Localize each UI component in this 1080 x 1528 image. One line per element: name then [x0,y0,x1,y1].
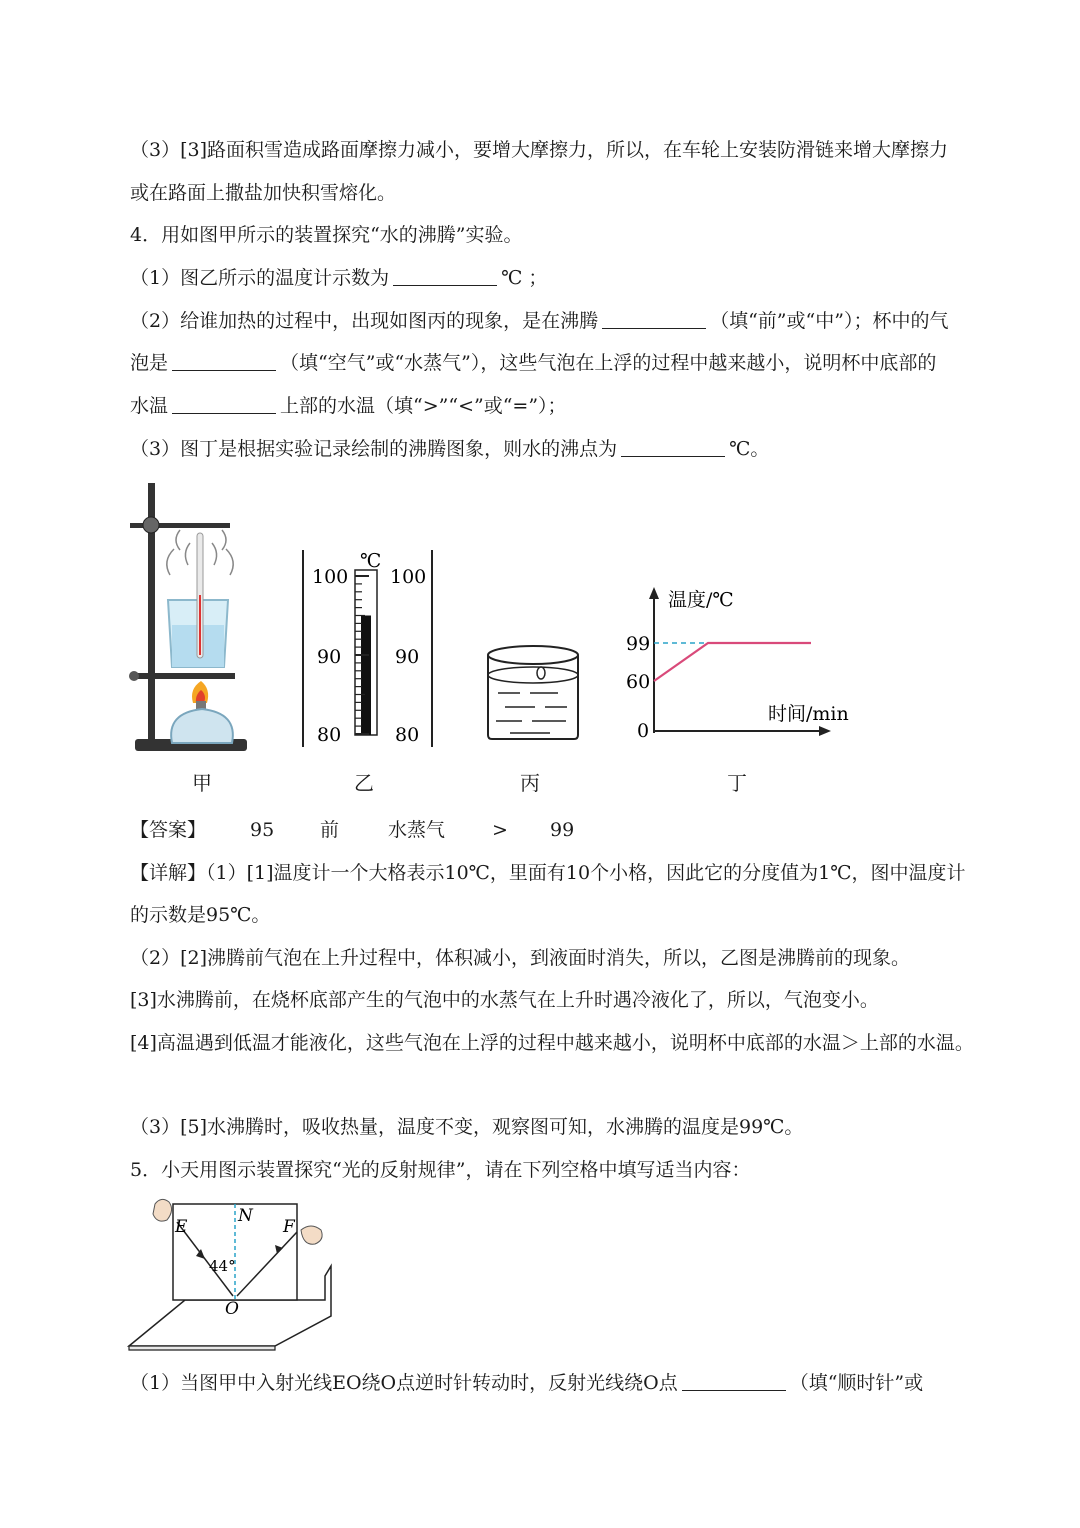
thermometer-tick-80-left: 80 [317,724,342,746]
explain-line1: 【详解】（1）[1]温度计一个大格表示10℃，里面有10个小格，因此它的分度值为1℃，图中温度计 [130,862,966,884]
thermometer-tick-90-right: 90 [395,646,420,668]
thermometer-unit: ℃ [360,550,382,572]
q5-label-angle: 44° [209,1257,236,1275]
answer-label: 【答案】 [130,819,207,841]
q5-sub1-blank[interactable] [682,1370,786,1391]
q4-sub2-blank3[interactable] [172,393,276,414]
q5-label-f: F [283,1217,295,1237]
answer-2: 前 [320,819,340,841]
q3-part3-line1: （3）[3]路面积雪造成路面摩擦力减小，要增大摩擦力，所以，在车轮上安装防滑链来增大摩擦力 [130,139,949,161]
caption-bing: 丙 [520,771,540,795]
thermometer-tick-80-right: 80 [395,724,420,746]
q4-stem: 4．用如图甲所示的装置探究“水的沸腾”实验。 [130,224,523,246]
chart-tick-99: 99 [626,633,651,655]
q4-sub1-blank[interactable] [393,265,497,286]
explain-line6: （3）[5]水沸腾时，吸收热量，温度不变，观察图可知，水沸腾的温度是99℃。 [130,1116,804,1138]
answer-1: 95 [250,819,275,841]
figure-jia-apparatus [129,483,247,751]
q5-stem: 5．小天用图示装置探究“光的反射规律”，请在下列空格中填写适当内容： [130,1159,751,1181]
q4-sub2-text-f: 上部的水温（填“>”“<”或“=”）； [280,395,567,417]
q5-label-n: N [238,1206,253,1226]
explain-line2: 的示数是95℃。 [130,904,271,926]
answer-4: > [492,819,508,841]
q4-sub3-blank[interactable] [621,436,725,457]
chart-x-label: 时间/min [768,703,849,725]
q4-sub2-text-d: （填“空气”或“水蒸气”），这些气泡在上浮的过程中越来越小，说明杯中底部的 [280,352,937,374]
q4-sub2-blank2[interactable] [172,350,276,371]
explain-line3: （2）[2]沸腾前气泡在上升过程中，体积减小，到液面时消失，所以，乙图是沸腾前的现象。 [130,947,911,969]
q4-sub2-line3 [130,393,567,419]
q4-sub2-text-b: （填“前”或“中”）；杯中的气 [710,310,949,332]
thermometer-tick-100-left: 100 [312,566,349,588]
figure-yi-thermometer [303,550,432,747]
chart-series-line [654,643,811,681]
figure-ding-chart [626,587,849,742]
figures-row [0,475,1080,795]
thermometer-tick-90-left: 90 [317,646,342,668]
chart-tick-60: 60 [626,671,651,693]
q4-sub2-text-e: 水温 [130,395,169,417]
chart-tick-0: 0 [637,720,650,742]
thermometer-tick-100-right: 100 [390,566,427,588]
explain-line5: [4]高温遇到低温才能液化，这些气泡在上浮的过程中越来越小，说明杯中底部的水温＞上部的水温。 [130,1032,974,1054]
q3-part3-line2: 或在路面上撒盐加快积雪熔化。 [130,182,397,204]
caption-jia: 甲 [192,771,212,795]
answer-5: 99 [550,819,575,841]
q5-sub1-tail: （填“顺时针”或 [789,1372,924,1394]
q4-sub1-text: （1）图乙所示的温度计示数为 [130,267,390,289]
q4-sub3-text: （3）图丁是根据实验记录绘制的沸腾图象，则水的沸点为 [130,438,618,460]
explain-line4: [3]水沸腾前，在烧杯底部产生的气泡中的水蒸气在上升时遇冷液化了，所以，气泡变小。 [130,989,879,1011]
chart-y-label: 温度/℃ [668,589,734,611]
q5-sub1-text: （1）当图甲中入射光线EO绕O点逆时针转动时，反射光线绕O点 [130,1372,678,1394]
q4-sub3-unit: ℃。 [729,438,770,460]
answer-3: 水蒸气 [388,819,446,841]
q4-sub2-blank1[interactable] [602,308,706,329]
q4-sub3 [130,436,769,462]
q4-sub2-line2 [130,350,936,376]
q4-sub1-unit: ℃ ； [501,267,548,289]
figure-bing-beaker [488,646,578,739]
q4-sub2-text-c: 泡是 [130,352,169,374]
answer-line [130,817,574,843]
q5-figure [125,1196,365,1356]
q5-label-e: E [175,1217,188,1237]
q5-sub1 [130,1370,923,1396]
q4-sub2-text-a: （2）给谁加热的过程中，出现如图丙的现象，是在沸腾 [130,310,599,332]
q5-label-o: O [225,1299,239,1319]
q4-sub2-line1 [130,308,948,334]
thermometer-liquid [361,616,371,736]
q4-sub1 [130,265,547,291]
caption-ding: 丁 [727,771,747,795]
caption-yi: 乙 [354,771,374,795]
